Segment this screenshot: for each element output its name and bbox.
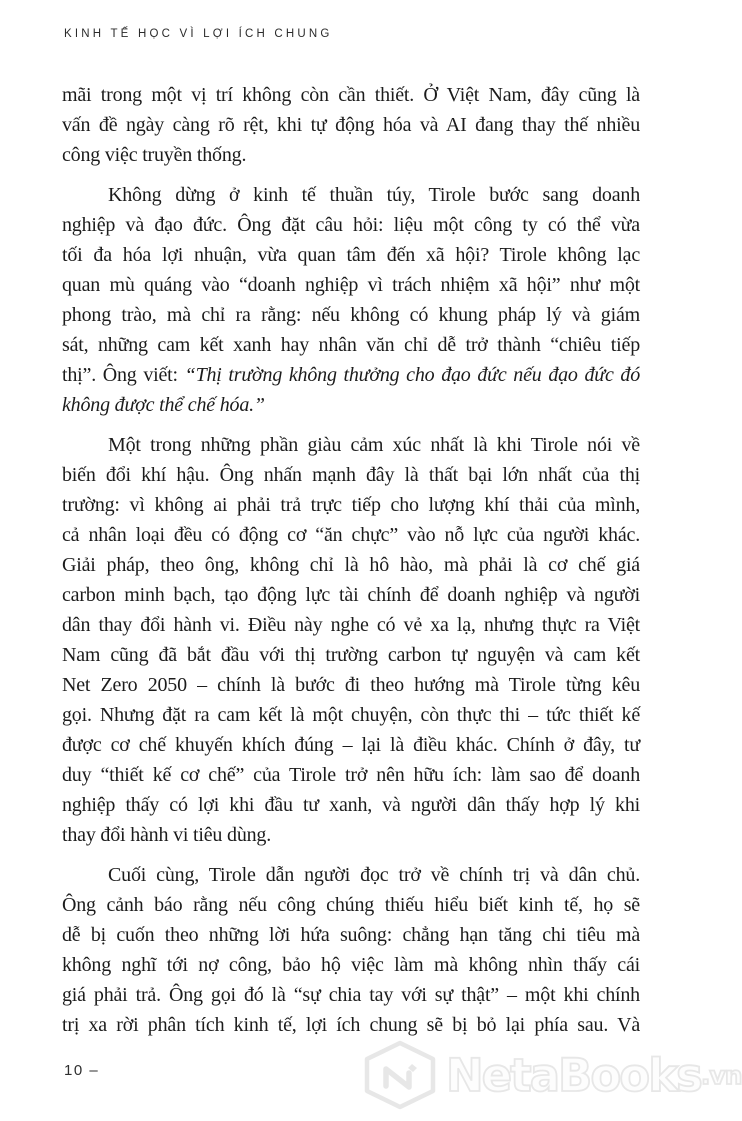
text-line: [62, 210, 640, 240]
paragraph: [62, 430, 640, 850]
text-line: [62, 430, 640, 460]
watermark-tld-text: .vn: [700, 1060, 742, 1090]
text-segment: thay đổi hành vi tiêu dùng.: [62, 824, 272, 846]
text-segment: Net Zero 2050 – chính là bước đi theo hướng mà Tirole từng kêu: [62, 674, 640, 696]
text-line: [62, 730, 640, 760]
text-line: [62, 580, 640, 610]
paragraph: [62, 80, 640, 170]
text-segment: không nghĩ tới nợ công, bảo hộ việc làm mà không nhìn thấy cái: [62, 954, 640, 976]
text-line: [62, 80, 640, 110]
text-line: [62, 360, 640, 390]
text-segment: Một trong những phần giàu cảm xúc nhất là khi Tirole nói về: [108, 434, 640, 456]
text-line: [62, 330, 640, 360]
netabooks-hexagon-logo: [362, 1040, 438, 1110]
text-line: [62, 860, 640, 890]
text-segment: phong trào, mà chỉ ra rằng: nếu không có khung pháp lý và giám: [62, 304, 640, 326]
text-segment: Ông cảnh báo rằng nếu công chúng thiếu hiểu biết kinh tế, họ sẽ: [62, 894, 640, 916]
text-segment: trị xa rời phân tích kinh tế, lợi ích chung sẽ bị bỏ lại phía sau. Và: [62, 1014, 640, 1036]
text-segment: thị”. Ông viết:: [62, 364, 185, 386]
text-segment: duy “thiết kế cơ chế” của Tirole trở nên hữu ích: làm sao để doanh: [62, 764, 640, 786]
text-segment: vấn đề ngày càng rõ rệt, khi tự động hóa và AI đang thay thế nhiều: [62, 114, 640, 136]
text-segment: dễ bị cuốn theo những lời hứa suông: chẳng hạn tăng chi tiêu mà: [62, 924, 640, 946]
text-line: [62, 110, 640, 140]
text-line: [62, 760, 640, 790]
text-segment: tối đa hóa lợi nhuận, vừa quan tâm đến xã hội? Tirole không lạc: [62, 244, 640, 266]
text-line: [62, 520, 640, 550]
text-segment: mãi trong một vị trí không còn cần thiết. Ở Việt Nam, đây cũng là: [62, 84, 640, 106]
text-line: [62, 550, 640, 580]
text-segment: Không dừng ở kinh tế thuần túy, Tirole bước sang doanh: [108, 184, 640, 206]
quote-italic-segment: “Thị trường không thưởng cho đạo đức nếu đạo đức đó: [184, 364, 641, 386]
text-segment: gọi. Nhưng đặt ra cam kết là một chuyện, còn thực thi – tức thiết kế: [62, 704, 640, 726]
text-line: [62, 460, 640, 490]
quote-italic-segment: không được thể chế hóa.”: [62, 394, 265, 416]
page-number: 10 –: [64, 1062, 100, 1079]
text-segment: trường: vì không ai phải trả trực tiếp cho lượng khí thải của mình,: [62, 494, 640, 516]
text-line: [62, 490, 640, 520]
text-line: [62, 180, 640, 210]
text-line: [62, 390, 640, 420]
text-line: [62, 790, 640, 820]
text-segment: Giải pháp, theo ông, không chỉ là hô hào, mà phải là cơ chế giá: [62, 554, 640, 576]
text-segment: sát, những cam kết xanh hay nhân văn chỉ dễ trở thành “chiêu tiếp: [62, 334, 640, 356]
text-line: [62, 140, 640, 170]
text-line: [62, 270, 640, 300]
paragraph: [62, 860, 640, 1040]
text-segment: Cuối cùng, Tirole dẫn người đọc trở về chính trị và dân chủ.: [108, 864, 640, 886]
text-segment: cả nhân loại đều có động cơ “ăn chực” vào nỗ lực của người khác.: [62, 524, 640, 546]
text-line: [62, 950, 640, 980]
text-line: [62, 240, 640, 270]
body-text: [62, 80, 640, 1050]
text-line: [62, 610, 640, 640]
watermark-brand-text: NetaBooks: [446, 1048, 701, 1102]
running-header-title: KINH TẾ HỌC VÌ LỢI ÍCH CHUNG: [64, 28, 333, 40]
paragraph: [62, 180, 640, 420]
text-segment: nghiệp thấy có lợi khi đầu tư xanh, và người dân thấy hợp lý khi: [62, 794, 640, 816]
text-segment: Nam cũng đã bắt đầu với thị trường carbon tự nguyện và cam kết: [62, 644, 640, 666]
text-segment: biến đổi khí hậu. Ông nhấn mạnh đây là thất bại lớn nhất của thị: [62, 464, 640, 486]
text-line: [62, 670, 640, 700]
text-segment: công việc truyền thống.: [62, 144, 247, 166]
text-segment: được cơ chế khuyến khích đúng – lại là điều khác. Chính ở đây, tư: [62, 734, 640, 756]
text-line: [62, 1010, 640, 1040]
text-segment: nghiệp và đạo đức. Ông đặt câu hỏi: liệu một công ty có thể vừa: [62, 214, 640, 236]
text-line: [62, 920, 640, 950]
text-segment: giá phải trả. Ông gọi đó là “sự chia tay với sự thật” – một khi chính: [62, 984, 640, 1006]
text-line: [62, 980, 640, 1010]
text-line: [62, 300, 640, 330]
text-line: [62, 700, 640, 730]
text-line: [62, 820, 640, 850]
text-segment: quan mù quáng vào “doanh nghiệp vì trách nhiệm xã hội” như một: [62, 274, 640, 296]
text-segment: carbon minh bạch, tạo động lực tài chính để doanh nghiệp và người: [62, 584, 640, 606]
text-segment: dân thay đổi hành vi. Điều này nghe có vẻ xa lạ, nhưng thực ra Việt: [62, 614, 640, 636]
text-line: [62, 890, 640, 920]
text-line: [62, 640, 640, 670]
